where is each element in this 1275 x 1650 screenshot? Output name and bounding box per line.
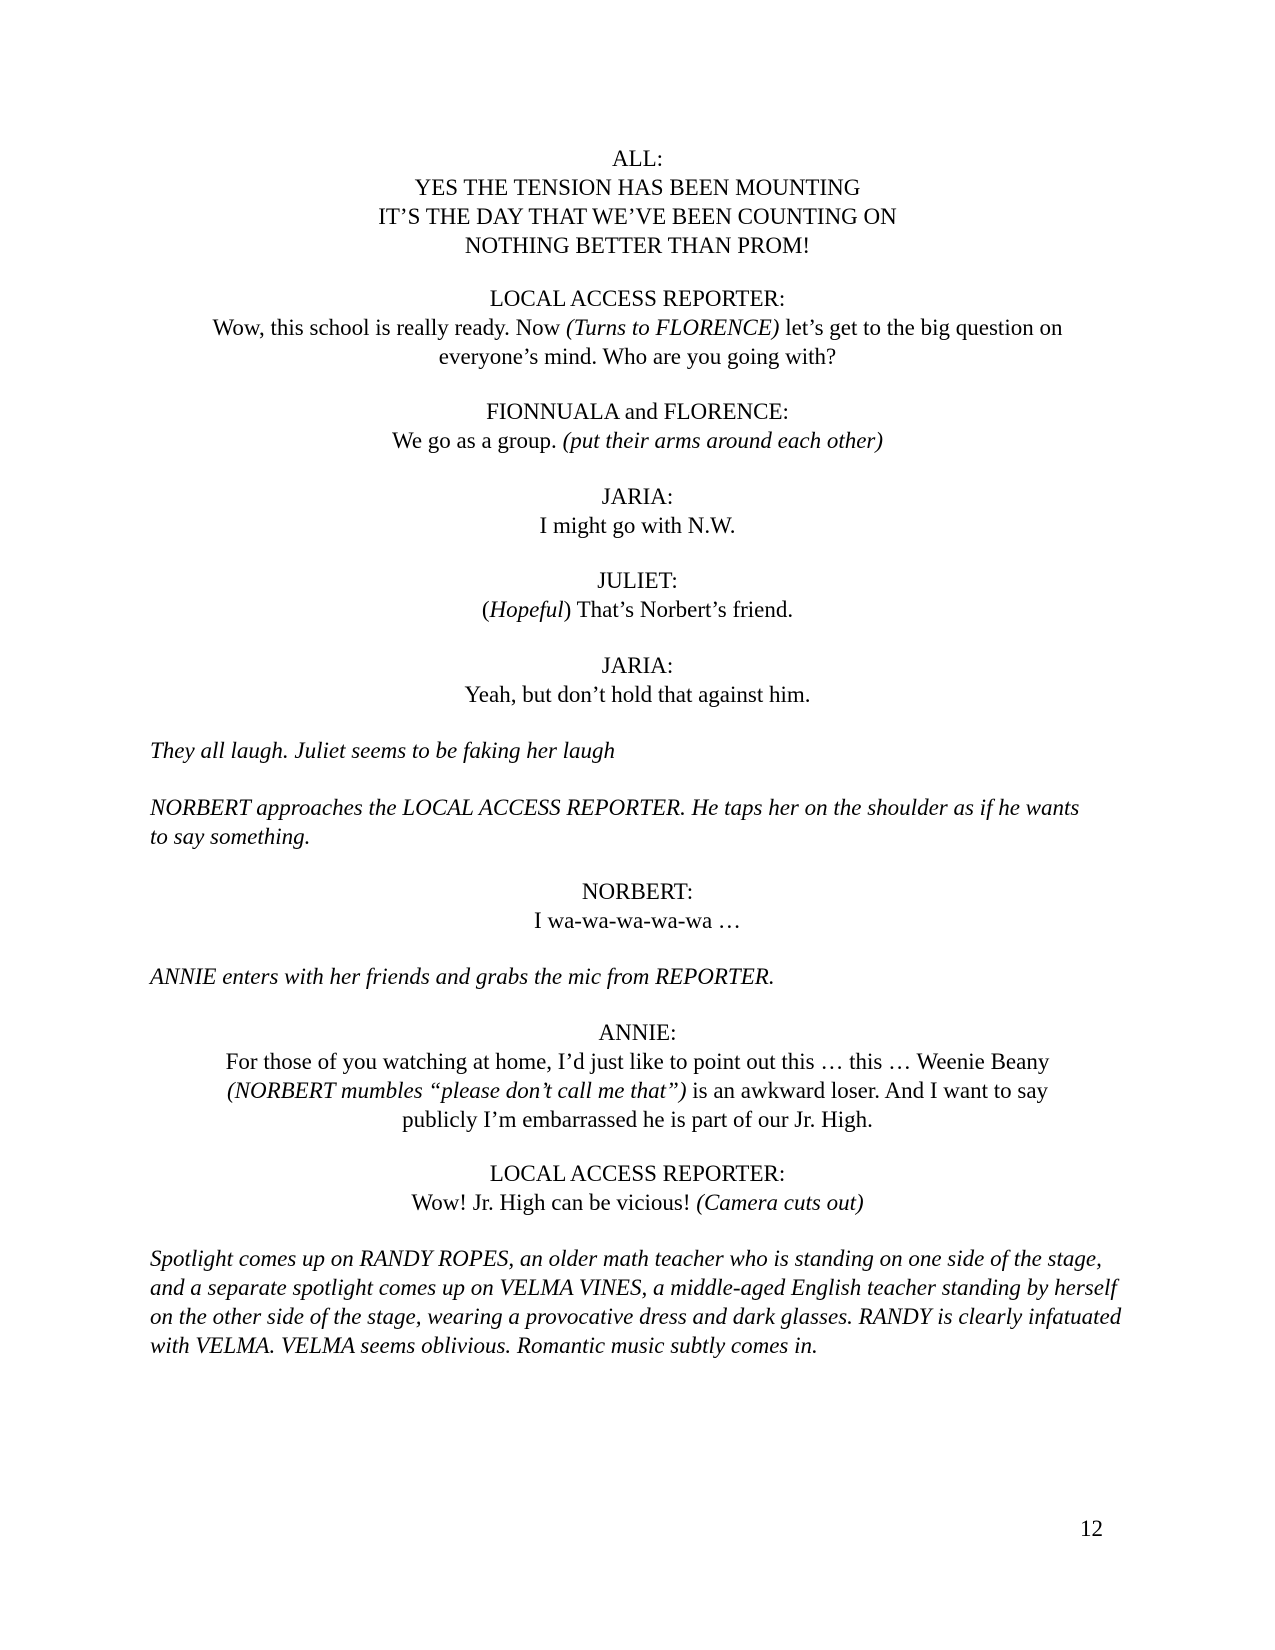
dialogue-text: ) That’s Norbert’s friend. xyxy=(563,597,794,622)
dialogue-text: We go as a group. xyxy=(391,428,563,453)
dialogue-line xyxy=(140,426,1135,455)
lyric-line: IT’S THE DAY THAT WE’VE BEEN COUNTING ON xyxy=(378,204,897,229)
dialogue-line xyxy=(140,313,1135,342)
stage-direction: (Turns to FLORENCE) xyxy=(566,315,780,340)
stage-direction-block: They all laugh. Juliet seems to be faking her laugh xyxy=(150,738,616,763)
lyric-line: NOTHING BETTER THAN PROM! xyxy=(464,233,811,258)
dialogue-line: Yeah, but don’t hold that against him. xyxy=(464,682,811,707)
dialogue-text: let’s get to the big question on xyxy=(779,315,1063,340)
dialogue-juliet xyxy=(140,566,1135,624)
stage-direction: (NORBERT mumbles “please don’t call me that”) xyxy=(226,1078,687,1103)
dialogue-text: is an awkward loser. And I want to say xyxy=(686,1078,1049,1103)
stage-direction-block: Spotlight comes up on RANDY ROPES, an older math teacher who is standing on one side of the stage, and a separate spotlight comes up on VELMA VINES, a middle-aged English teacher standing by herself on the other side of the stage, wearing a provocative dress and dark glasses. RANDY is clearly infatuated with VELMA. VELMA seems oblivious. Romantic music subtly comes in. xyxy=(150,1246,1122,1358)
stage-direction-block: ANNIE enters with her friends and grabs the mic from REPORTER. xyxy=(150,964,775,989)
speaker-name: JARIA: xyxy=(601,484,674,509)
dialogue-line: For those of you watching at home, I’d just like to point out this … this … Weenie Beany xyxy=(225,1049,1050,1074)
speaker-name: JULIET: xyxy=(597,568,678,593)
speaker-name: LOCAL ACCESS REPORTER: xyxy=(489,1161,786,1186)
dialogue-fionnuala-florence xyxy=(140,397,1135,455)
dialogue-all xyxy=(140,144,1135,260)
speaker-name: LOCAL ACCESS REPORTER: xyxy=(489,286,786,311)
paren-open: ( xyxy=(481,597,490,622)
speaker-name: FIONNUALA and FLORENCE: xyxy=(486,399,789,424)
dialogue-line: publicly I’m embarrassed he is part of our Jr. High. xyxy=(402,1107,873,1132)
stage-direction: (Camera cuts out) xyxy=(696,1190,864,1215)
stage-direction: (put their arms around each other) xyxy=(562,428,884,453)
dialogue-jaria-2 xyxy=(140,651,1135,709)
speaker-name: JARIA: xyxy=(601,653,674,678)
page-number: 12 xyxy=(1080,1516,1103,1541)
dialogue-text: Wow, this school is really ready. Now xyxy=(212,315,567,340)
stage-direction-block: NORBERT approaches the LOCAL ACCESS REPORTER. He taps her on the shoulder as if he wants to say something. xyxy=(150,795,1080,849)
dialogue-line xyxy=(140,595,1135,624)
dialogue-reporter-2 xyxy=(140,1159,1135,1217)
dialogue-reporter-1 xyxy=(140,284,1135,371)
dialogue-line: everyone’s mind. Who are you going with? xyxy=(438,344,837,369)
dialogue-line xyxy=(140,1188,1135,1217)
speaker-name: NORBERT: xyxy=(581,879,694,904)
speaker-name: ALL: xyxy=(611,146,664,171)
dialogue-text: Wow! Jr. High can be vicious! xyxy=(411,1190,697,1215)
stage-direction: Hopeful xyxy=(489,597,564,622)
dialogue-norbert xyxy=(140,877,1135,935)
dialogue-line: I wa-wa-wa-wa-wa … xyxy=(534,908,741,933)
speaker-name: ANNIE: xyxy=(598,1020,677,1045)
dialogue-annie xyxy=(140,1018,1135,1134)
dialogue-line: I might go with N.W. xyxy=(539,513,736,538)
dialogue-jaria-1 xyxy=(140,482,1135,540)
dialogue-line xyxy=(140,1076,1135,1105)
lyric-line: YES THE TENSION HAS BEEN MOUNTING xyxy=(414,175,861,200)
